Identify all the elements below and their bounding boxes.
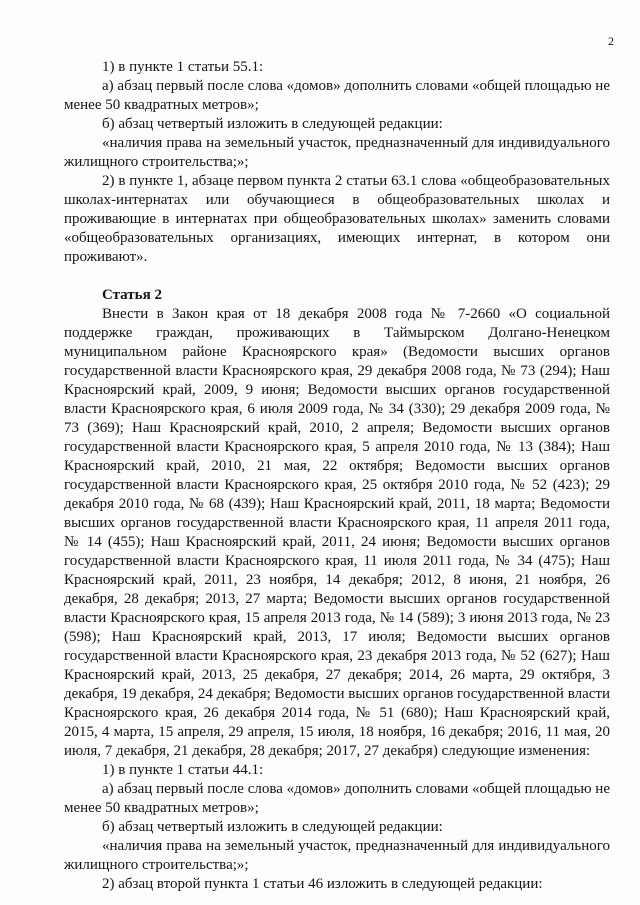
paragraph-s1-item2: 2) в пункте 1, абзаце первом пункта 2 статьи 63.1 слова «общеобразовательных школах-интернатах или обучающиеся в общеобразовательных школах и проживающие в интернатах при общеобразовательных школах» заменить словами «общеобразовательных организациях, имеющих интернат, в котором они проживают». <box>64 173 610 265</box>
paragraph-s1-item1: 1) в пункте 1 статьи 55.1: <box>102 59 264 75</box>
paragraph-a2-item1a: а) абзац первый после слова «домов» дополнить словами «общей площадью не менее 50 квадратных метров»; <box>64 781 610 816</box>
document-body <box>64 58 610 894</box>
page-number: 2 <box>608 34 614 48</box>
spacer <box>64 267 610 286</box>
paragraph-s1-item1a: а) абзац первый после слова «домов» дополнить словами «общей площадью не менее 50 квадратных метров»; <box>64 78 610 113</box>
article-heading: Статья 2 <box>102 287 162 303</box>
paragraph-a2-item2: 2) абзац второй пункта 1 статьи 46 изложить в следующей редакции: <box>102 876 543 892</box>
paragraph-a2-intro: Внести в Закон края от 18 декабря 2008 года № 7-2660 «О социальной поддержке граждан, проживающих в Таймырском Долгано-Ненецком муниципальном районе Красноярского края» (Ведомости высших органов государственной власти Красноярского края, 29 декабря 2008 года, № 73 (294); Наш Красноярский край, 2009, 9 июня; Ведомости высших органов государственной власти Красноярского края, 6 июля 2009 года, № 34 (330); 29 декабря 2009 года, № 73 (369); Наш Красноярский край, 2010, 2 апреля; Ведомости высших органов государственной власти Красноярского края, 5 апреля 2010 года, № 13 (384); Наш Красноярский край, 2010, 21 мая, 22 октября; Ведомости высших органов государственной власти Красноярского края, 25 октября 2010 года, № 52 (423); 29 декабря 2010 года, № 68 (439); Наш Красноярский край, 2011, 18 марта; Ведомости высших органов государственной власти Красноярского края, 11 апреля 2011 года, № 14 (455); Наш Красноярский край, 2011, 24 июня; Ведомости высших органов государственной власти Красноярского края, 11 июля 2011 года, № 34 (475); Наш Красноярский край, 2011, 23 ноября, 14 декабря; 2012, 8 июня, 21 ноября, 26 декабря, 28 декабря; 2013, 27 марта; Ведомости высших органов государственной власти Красноярского края, 15 апреля 2013 года, № 14 (589); 3 июня 2013 года, № 23 (598); Наш Красноярский край, 2013, 17 июля; Ведомости высших органов государственной власти Красноярского края, 23 декабря 2013 года, № 52 (627); Наш Красноярский край, 2013, 25 декабря, 27 декабря; 2014, 26 марта, 29 октября, 3 декабря, 19 декабря, 24 декабря; Ведомости высших органов государственной власти Красноярского края, 26 декабря 2014 года, № 51 (680); Наш Красноярский край, 2015, 4 марта, 15 апреля, 29 апреля, 15 июля, 18 ноября, 16 декабря; 2016, 11 мая, 20 июля, 7 декабря, 21 декабря, 28 декабря; 2017, 27 декабря) следующие изменения: <box>64 306 610 759</box>
paragraph-s1-item1b: б) абзац четвертый изложить в следующей редакции: <box>102 116 443 132</box>
paragraph-a2-quote: «наличия права на земельный участок, предназначенный для индивидуального жилищного строительства;»; <box>64 838 610 873</box>
paragraph-s1-quote: «наличия права на земельный участок, предназначенный для индивидуального жилищного строительства;»; <box>64 135 610 170</box>
paragraph-a2-item1: 1) в пункте 1 статьи 44.1: <box>102 762 264 778</box>
paragraph-a2-item1b: б) абзац четвертый изложить в следующей редакции: <box>102 819 443 835</box>
